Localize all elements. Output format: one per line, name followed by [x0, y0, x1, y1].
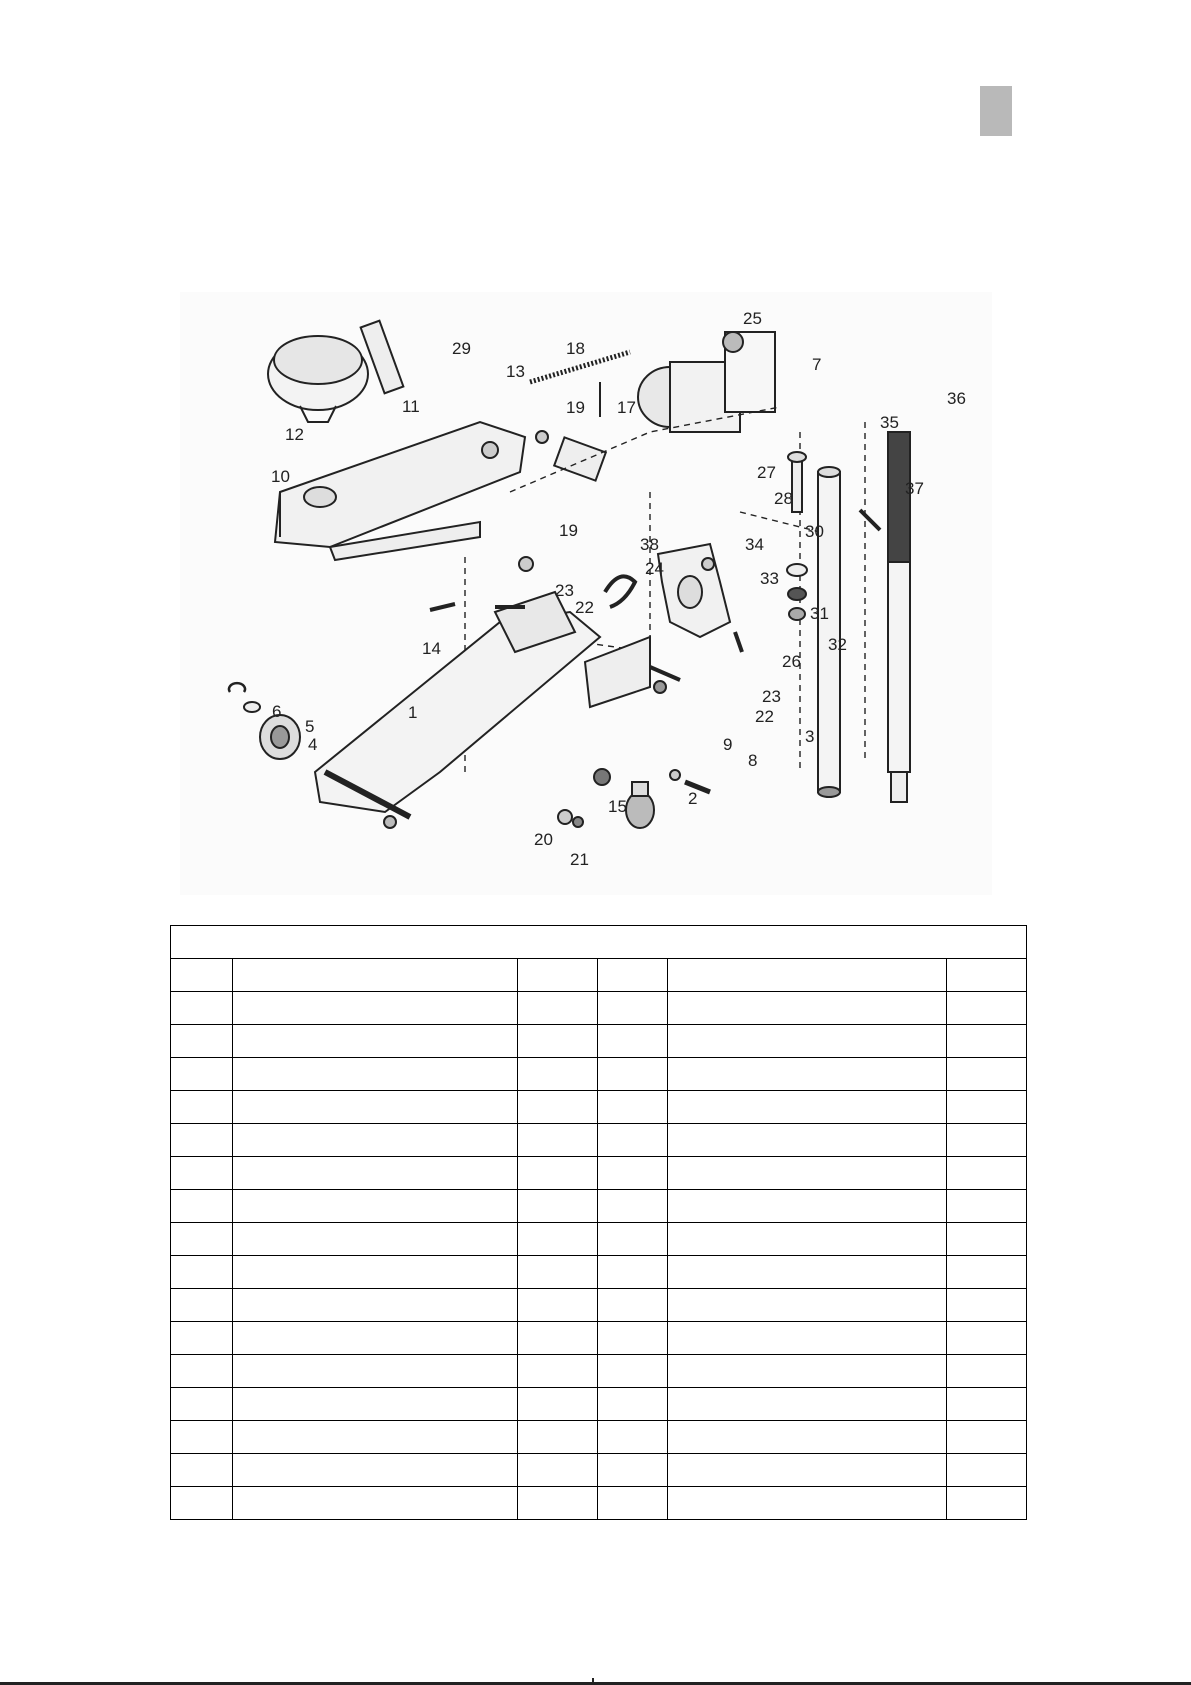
callout-10: 10: [271, 467, 290, 486]
table-cell-no-left: [171, 1157, 233, 1190]
callout-23a: 23: [555, 581, 574, 600]
table-cell-description-left: [233, 1058, 518, 1091]
table-cell-no-right: [598, 1157, 668, 1190]
table-cell-no-left: [171, 1223, 233, 1256]
table-row: [171, 1487, 1027, 1520]
table-cell-no-right: [598, 1355, 668, 1388]
callout-35: 35: [880, 413, 899, 432]
page-bottom-tick: [592, 1678, 594, 1682]
table-cell-qty-left: [518, 992, 598, 1025]
table-row: [171, 1289, 1027, 1322]
table-row: [171, 1421, 1027, 1454]
callout-17: 17: [617, 398, 636, 417]
callout-4: 4: [308, 735, 318, 754]
table-cell-description-left: [233, 1256, 518, 1289]
callout-37: 37: [905, 479, 924, 498]
table-cell-description-right: [668, 1289, 947, 1322]
table-cell-qty-right: [947, 1157, 1027, 1190]
callout-30: 30: [805, 522, 824, 541]
table-cell-no-left: [171, 1058, 233, 1091]
table-cell-no-left: [171, 1421, 233, 1454]
table-row: [171, 1190, 1027, 1223]
callout-9: 9: [723, 735, 733, 754]
table-cell-description-right: [668, 1454, 947, 1487]
table-cell-qty-left: [518, 1058, 598, 1091]
table-row: [171, 1157, 1027, 1190]
table-cell-no-left: [171, 1388, 233, 1421]
table-cell-no-right: [598, 1223, 668, 1256]
table-cell-qty-right: [947, 1223, 1027, 1256]
callout-20: 20: [534, 830, 553, 849]
table-cell-no-left: [171, 1025, 233, 1058]
table-cell-qty-left: [518, 1289, 598, 1322]
callout-28: 28: [774, 489, 793, 508]
table-cell-qty-right: [947, 1487, 1027, 1520]
table-cell-qty-right: [947, 992, 1027, 1025]
callout-29: 29: [452, 339, 471, 358]
table-cell-qty-left: [518, 1322, 598, 1355]
table-title-row: [171, 926, 1027, 959]
table-cell-no-right: [598, 1388, 668, 1421]
table-cell-qty-right: [947, 1190, 1027, 1223]
page-edge-tab: [980, 86, 1012, 136]
table-cell-no-left: [171, 1487, 233, 1520]
callout-22a: 22: [575, 598, 594, 617]
table-cell-description-right: [668, 1157, 947, 1190]
table-cell-qty-right: [947, 1322, 1027, 1355]
table-cell-no-right: [598, 1487, 668, 1520]
table-cell-qty-left: [518, 1157, 598, 1190]
table-row: [171, 1454, 1027, 1487]
table-cell-qty-right: [947, 1256, 1027, 1289]
table-title: [171, 926, 1027, 959]
table-cell-description-right: [668, 1322, 947, 1355]
table-row: [171, 1223, 1027, 1256]
table-cell-no-left: [171, 1256, 233, 1289]
table-row: [171, 1124, 1027, 1157]
callout-26: 26: [782, 652, 801, 671]
callout-34: 34: [745, 535, 764, 554]
table-cell-no-right: [598, 1190, 668, 1223]
callout-11: 11: [402, 397, 420, 416]
table-cell-qty-left: [518, 1223, 598, 1256]
table-cell-description-right: [668, 959, 947, 992]
table-cell-qty-left: [518, 1388, 598, 1421]
table-cell-no-left: [171, 959, 233, 992]
table-cell-qty-left: [518, 1487, 598, 1520]
table-row: [171, 1322, 1027, 1355]
table-cell-no-left: [171, 1124, 233, 1157]
callout-19b: 19: [559, 521, 578, 540]
callout-21: 21: [570, 850, 589, 869]
table-cell-qty-right: [947, 1058, 1027, 1091]
exploded-parts-diagram: [180, 292, 992, 895]
table-cell-description-right: [668, 1124, 947, 1157]
callout-27: 27: [757, 463, 776, 482]
table-cell-no-left: [171, 1289, 233, 1322]
table-cell-description-right: [668, 1421, 947, 1454]
table-cell-qty-left: [518, 1421, 598, 1454]
table-row: [171, 1091, 1027, 1124]
table-row: [171, 959, 1027, 992]
table-cell-qty-left: [518, 1355, 598, 1388]
callout-1: 1: [408, 703, 418, 722]
callout-18: 18: [566, 339, 585, 358]
table-cell-no-right: [598, 992, 668, 1025]
table-cell-no-right: [598, 1322, 668, 1355]
table-cell-no-left: [171, 1190, 233, 1223]
table-cell-description-right: [668, 1355, 947, 1388]
table-cell-qty-right: [947, 959, 1027, 992]
table-cell-description-left: [233, 1190, 518, 1223]
table-cell-no-left: [171, 992, 233, 1025]
callout-31: 31: [810, 604, 829, 623]
callout-2: 2: [688, 789, 698, 808]
table-cell-no-right: [598, 1091, 668, 1124]
callout-24: 24: [645, 559, 664, 578]
table-cell-qty-right: [947, 1454, 1027, 1487]
table-cell-qty-left: [518, 1190, 598, 1223]
table-cell-no-left: [171, 1091, 233, 1124]
table-row: [171, 992, 1027, 1025]
table-cell-no-right: [598, 959, 668, 992]
callout-32: 32: [828, 635, 847, 654]
table-cell-description-left: [233, 959, 518, 992]
table-cell-qty-left: [518, 959, 598, 992]
table-row: [171, 1355, 1027, 1388]
table-cell-qty-left: [518, 1091, 598, 1124]
callout-19a: 19: [566, 398, 585, 417]
callout-14: 14: [422, 639, 441, 658]
table-cell-description-left: [233, 1091, 518, 1124]
table-cell-description-right: [668, 1091, 947, 1124]
callout-8: 8: [748, 751, 758, 770]
table-cell-qty-left: [518, 1124, 598, 1157]
table-cell-no-left: [171, 1322, 233, 1355]
table-row: [171, 1025, 1027, 1058]
table-cell-description-left: [233, 1223, 518, 1256]
callout-3: 3: [805, 727, 815, 746]
callout-23b: 23: [762, 687, 781, 706]
table-cell-no-right: [598, 1421, 668, 1454]
table-cell-no-right: [598, 1124, 668, 1157]
table-cell-description-right: [668, 1025, 947, 1058]
table-cell-description-right: [668, 1256, 947, 1289]
table-row: [171, 1388, 1027, 1421]
table-cell-qty-left: [518, 1256, 598, 1289]
table-cell-no-right: [598, 1058, 668, 1091]
table-cell-description-left: [233, 992, 518, 1025]
table-cell-description-right: [668, 1058, 947, 1091]
parts-list-table: [170, 925, 1027, 1520]
table-cell-no-left: [171, 1454, 233, 1487]
table-cell-description-left: [233, 1487, 518, 1520]
callout-12: 12: [285, 425, 304, 444]
table-cell-description-right: [668, 1190, 947, 1223]
table-cell-description-right: [668, 1223, 947, 1256]
table-cell-no-right: [598, 1454, 668, 1487]
table-cell-description-left: [233, 1454, 518, 1487]
outer-cylinder-part: [818, 467, 840, 797]
table-cell-description-left: [233, 1157, 518, 1190]
table-cell-description-right: [668, 1388, 947, 1421]
table-row: [171, 1058, 1027, 1091]
table-cell-no-left: [171, 1355, 233, 1388]
table-cell-description-left: [233, 1322, 518, 1355]
callout-38: 38: [640, 535, 659, 554]
table-cell-description-left: [233, 1355, 518, 1388]
table-cell-description-left: [233, 1388, 518, 1421]
callout-7: 7: [812, 355, 822, 374]
table-cell-no-right: [598, 1256, 668, 1289]
table-cell-qty-right: [947, 1124, 1027, 1157]
callout-33: 33: [760, 569, 779, 588]
table-cell-description-right: [668, 1487, 947, 1520]
table-cell-qty-right: [947, 1355, 1027, 1388]
table-cell-no-right: [598, 1025, 668, 1058]
table-cell-description-left: [233, 1124, 518, 1157]
callout-5: 5: [305, 717, 315, 736]
table-cell-description-left: [233, 1289, 518, 1322]
table-cell-qty-left: [518, 1025, 598, 1058]
callout-36: 36: [947, 389, 966, 408]
callout-13: 13: [506, 362, 525, 381]
table-cell-description-left: [233, 1421, 518, 1454]
callout-6: 6: [272, 702, 282, 721]
table-cell-no-right: [598, 1289, 668, 1322]
table-cell-qty-right: [947, 1421, 1027, 1454]
table-row: [171, 1256, 1027, 1289]
table-cell-description-right: [668, 992, 947, 1025]
table-cell-qty-right: [947, 1091, 1027, 1124]
table-cell-qty-right: [947, 1025, 1027, 1058]
table-cell-qty-right: [947, 1289, 1027, 1322]
callout-22b: 22: [755, 707, 774, 726]
callout-25: 25: [743, 309, 762, 328]
callout-15: 15: [608, 797, 627, 816]
table-cell-qty-left: [518, 1454, 598, 1487]
table-cell-qty-right: [947, 1388, 1027, 1421]
table-cell-description-left: [233, 1025, 518, 1058]
